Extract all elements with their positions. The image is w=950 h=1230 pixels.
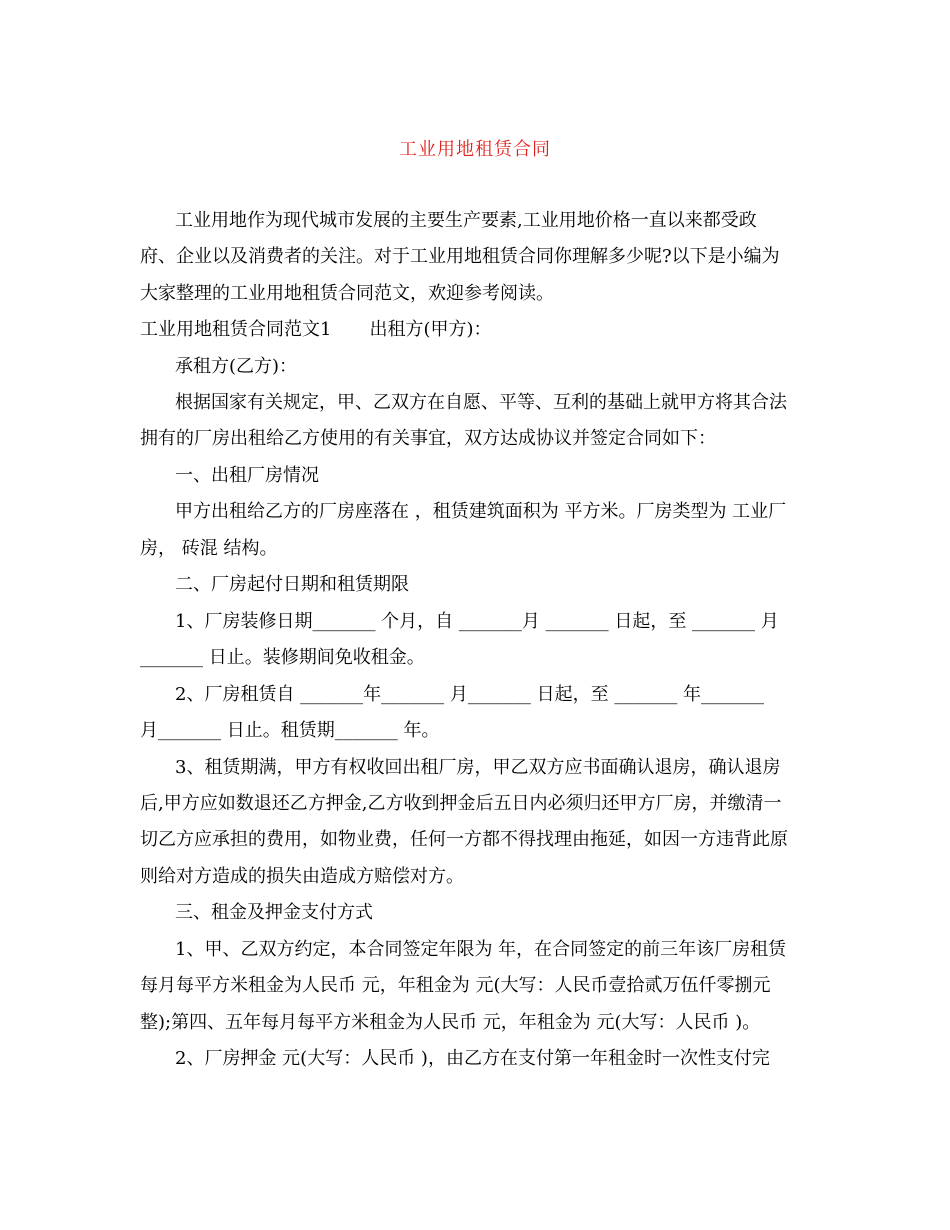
document-title: 工业用地租赁合同 [399, 139, 551, 160]
paragraph-line: 根据国家有关规定，甲、乙双方在自愿、平等、互利的基础上就甲方将其合法 [175, 392, 787, 413]
lessee-label: 承租方(乙方)： [175, 356, 298, 377]
paragraph-line: 大家整理的工业用地租赁合同范文，欢迎参考阅读。 [140, 283, 554, 304]
paragraph-line: 2、厂房租赁自 _______年_______ 月_______ 日起，至 _______ 年_______ [175, 684, 765, 705]
paragraph-line: 后,甲方应如数退还乙方押金,乙方收到押金后五日内必须归还甲方厂房，并缴清一 [140, 793, 782, 814]
paragraph-line: 府、企业以及消费者的关注。对于工业用地租赁合同你理解多少呢?以下是小编为 [140, 246, 780, 267]
paragraph-line: 1、厂房装修日期_______ 个月，自 _______月 _______ 日起，至 _______ 月 [175, 611, 779, 632]
paragraph-line: 整);第四、五年每月每平方米租金为人民币 元，年租金为 元(大写：人民币 )。 [140, 1012, 761, 1033]
paragraph-line: 切乙方应承担的费用，如物业费，任何一方都不得找理由拖延，如因一方违背此原 [140, 829, 788, 850]
paragraph-line: 2、厂房押金 元(大写：人民币 )，由乙方在支付第一年租金时一次性支付完 [175, 1048, 770, 1069]
paragraph-line: 甲方出租给乙方的厂房座落在 ，租赁建筑面积为 平方米。厂房类型为 工业厂 [175, 501, 787, 522]
paragraph-line: 月_______ 日止。租赁期_______ 年。 [140, 720, 440, 741]
lessor-label: 出租方(甲方)： [369, 319, 492, 340]
paragraph-line: 3、租赁期满，甲方有权收回出租厂房，甲乙双方应书面确认退房，确认退房 [175, 757, 781, 778]
paragraph-line: 房， 砖混 结构。 [140, 538, 278, 559]
paragraph-line: 1、甲、乙双方约定，本合同签定年限为 年，在合同签定的前三年该厂房租赁 [175, 939, 787, 960]
section-heading: 一、出租厂房情况 [175, 465, 319, 486]
paragraph-line: _______ 日止。装修期间免收租金。 [140, 647, 425, 668]
section-heading: 二、厂房起付日期和租赁期限 [175, 574, 409, 595]
paragraph-line: 则给对方造成的损失由造成方赔偿对方。 [140, 866, 464, 887]
section-heading: 三、租金及押金支付方式 [175, 902, 373, 923]
sample-heading: 工业用地租赁合同范文1 [140, 319, 332, 340]
paragraph-line: 每月每平方米租金为人民币 元，年租金为 元(大写：人民币壹拾贰万伍仟零捌元 [140, 975, 771, 996]
section-heading-line [140, 319, 492, 341]
paragraph-line: 拥有的厂房出租给乙方使用的有关事宜，双方达成协议并签定合同如下： [140, 428, 716, 449]
paragraph-line: 工业用地作为现代城市发展的主要生产要素,工业用地价格一直以来都受政 [175, 210, 757, 231]
